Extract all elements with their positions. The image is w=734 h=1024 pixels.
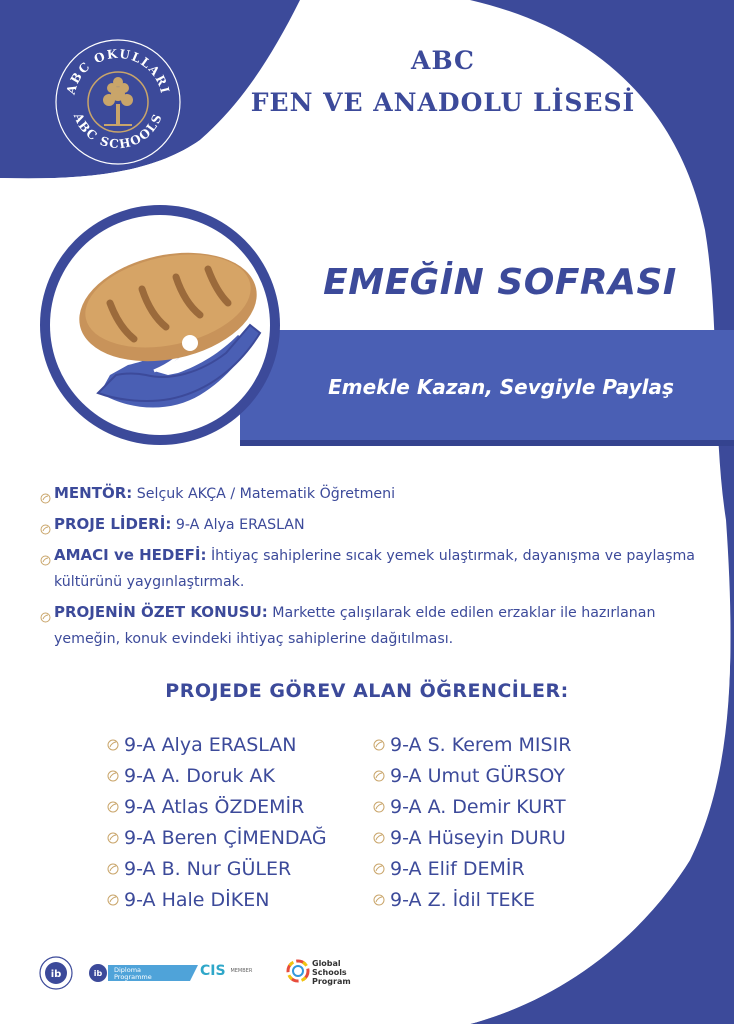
dp-ib-text: ib [93,969,103,978]
student-name: 9-A Alya ERASLAN [124,734,297,756]
student-name: 9-A Umut GÜRSOY [390,765,565,787]
ib-world-school-logo [38,955,74,995]
student-list-left [107,730,327,916]
goal-info [40,542,710,595]
project-slogan: Emekle Kazan, Sevgiyle Paylaş [328,375,674,399]
student-item [373,885,571,916]
leaf-bullet-icon [107,792,119,823]
leaf-bullet-icon [107,730,119,761]
mentor-label: MENTÖR: [54,484,133,502]
summary-info [40,599,710,652]
mentor-info [40,480,710,507]
dp-line2: Programme [114,973,152,981]
gsp-line1: Global [312,959,341,968]
leaf-bullet-icon [40,518,51,544]
leaf-bullet-icon [40,606,51,632]
gsp-line3: Program [312,977,351,986]
cis-text: CIS [200,963,226,979]
gsp-text [312,959,351,986]
goal-value: İhtiyaç sahiplerine sıcak yemek ulaştırmak, dayanışma ve paylaşma kültürünü yaygınlaştırmak. [54,548,695,590]
cis-member-logo [200,963,252,979]
leaf-bullet-icon [107,761,119,792]
team-heading: PROJEDE GÖREV ALAN ÖĞRENCİLER: [165,680,569,702]
leader-value: 9-A Alya ERASLAN [175,517,305,533]
school-title [248,40,638,124]
student-name: 9-A Z. İdil TEKE [390,889,535,911]
leader-info [40,511,710,538]
student-item [107,885,327,916]
student-item [373,823,571,854]
leaf-bullet-icon [373,885,385,916]
leaf-bullet-icon [373,761,385,792]
student-name: 9-A Beren ÇİMENDAĞ [124,827,327,849]
gsp-line2: Schools [312,968,347,977]
student-name: 9-A A. Doruk AK [124,765,275,787]
leaf-bullet-icon [373,823,385,854]
leaf-bullet-icon [40,549,51,575]
mentor-value: Selçuk AKÇA / Matematik Öğretmeni [136,486,396,502]
cis-member-text: MEMBER [230,968,253,974]
diploma-programme-logo [88,959,198,991]
global-schools-program-logo [286,959,351,987]
dp-line1: Diploma [114,966,142,974]
project-image-circle [40,205,280,445]
summary-value: Markette çalışılarak elde edilen erzaklar ile hazırlanan yemeğin, konuk evindeki ihtiyaç sahiplerine dağıtılması. [54,605,656,647]
leaf-bullet-icon [107,823,119,854]
student-item [107,792,327,823]
leaf-bullet-icon [373,854,385,885]
student-name: 9-A Hüseyin DURU [390,827,566,849]
student-item [373,792,571,823]
leaf-bullet-icon [40,487,51,513]
goal-label: AMACI ve HEDEFİ: [54,546,207,564]
leader-label: PROJE LİDERİ: [54,515,172,533]
leaf-bullet-icon [107,885,119,916]
project-info [40,480,710,656]
student-name: 9-A B. Nur GÜLER [124,858,292,880]
tree-icon [103,77,133,126]
student-item [107,823,327,854]
student-item [373,854,571,885]
student-item [107,761,327,792]
leaf-bullet-icon [373,792,385,823]
leaf-bullet-icon [107,854,119,885]
ib-badge-text: ib [50,969,62,980]
student-name: 9-A S. Kerem MISIR [390,734,572,756]
student-item [107,730,327,761]
student-item [373,761,571,792]
gsp-ring-icon [286,959,310,983]
logo-bottom-text: ABC SCHOOLS [70,110,166,152]
footer-logos [38,955,398,991]
logo-top-text: ABC OKULLARI [63,46,173,96]
school-title-line1: ABC [411,46,475,75]
student-name: 9-A Hale DİKEN [124,889,270,911]
leaf-bullet-icon [373,730,385,761]
summary-label: PROJENİN ÖZET KONUSU: [54,603,268,621]
school-logo [54,38,182,166]
project-title: EMEĞİN SOFRASI [323,262,677,303]
student-list-right [373,730,571,916]
student-name: 9-A Elif DEMİR [390,858,525,880]
student-name: 9-A Atlas ÖZDEMİR [124,796,305,818]
student-name: 9-A A. Demir KURT [390,796,566,818]
bread-in-hand-icon [50,215,270,435]
school-title-line2: FEN VE ANADOLU LİSESİ [250,88,636,117]
student-item [107,854,327,885]
student-item [373,730,571,761]
